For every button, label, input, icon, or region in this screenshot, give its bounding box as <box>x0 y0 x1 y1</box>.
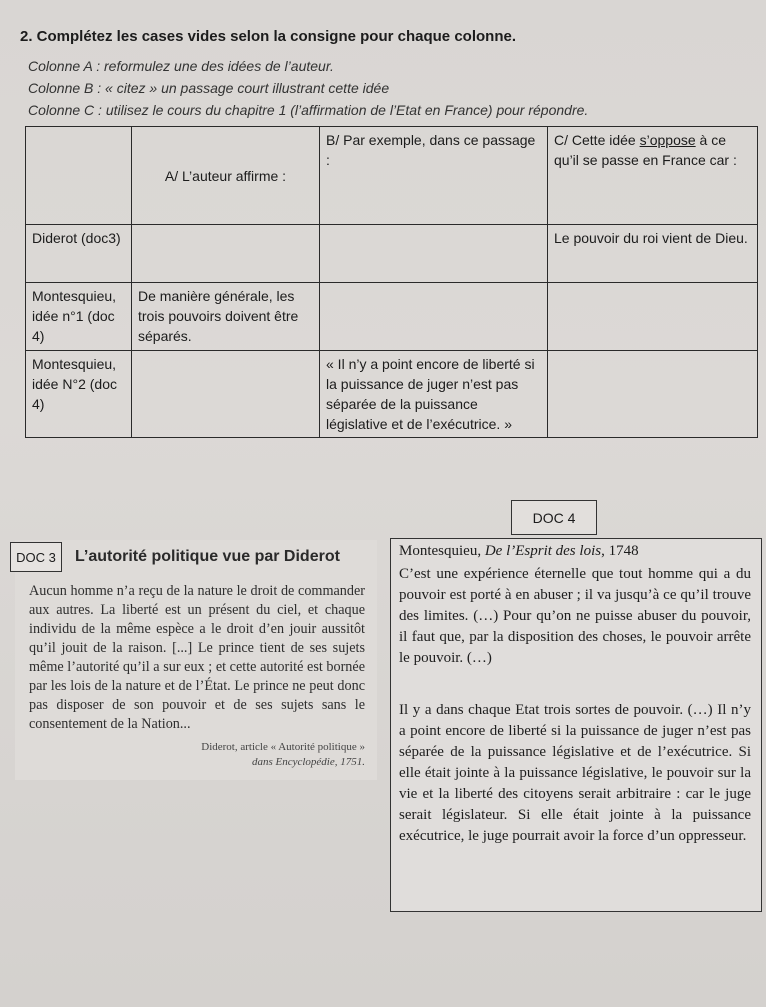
header-column-a: A/ L’auteur affirme : <box>132 127 320 225</box>
doc4-paragraph-2: Il y a dans chaque Etat trois sortes de pouvoir. (…) Il n’y a point encore de liberté si la puissance de juger n’est pas séparée de la puissance législative et de l’exécutrice. Si elle était jointe à la puissance législative, le pouvoir sur la vie et la liberté des citoyens serait arbitraire : car le juge serait législateur. Si elle était jointe à la puissance exécutrice, le juge pourrait avoir la force d’un oppresseur. <box>399 702 751 844</box>
cell-b-answer[interactable]: « Il n’y a point encore de liberté si la puissance de juger n’est pas séparée de la puissance législative et de l’exécutrice. » <box>320 351 548 438</box>
cell-b-answer[interactable] <box>320 225 548 283</box>
table-header-row <box>26 127 758 225</box>
row-source: Montesquieu, idée N°2 (doc 4) <box>26 351 132 438</box>
cell-c-answer[interactable]: Le pouvoir du roi vient de Dieu. <box>548 225 758 283</box>
doc4-paragraph-1: C’est une expérience éternelle que tout homme qui a du pouvoir est porté à en abuser ; il va jusqu’à ce qu’il trouve des limites. (…) Pour qu’on ne puisse abuser du pouvoir, il faut que, par la disposition des choses, le pouvoir arrête le pouvoir. (…) <box>399 566 751 666</box>
instruction-column-b: Colonne B : « citez » un passage court illustrant cette idée <box>28 80 390 96</box>
cell-a-answer[interactable]: De manière générale, les trois pouvoirs doivent être séparés. <box>132 283 320 351</box>
header-c-underlined: s’oppose <box>639 132 696 148</box>
table-row <box>26 225 758 283</box>
exercise-title: 2. Complétez les cases vides selon la consigne pour chaque colonne. <box>20 28 516 45</box>
answer-table <box>25 126 758 438</box>
doc4-author: Montesquieu, <box>399 543 485 559</box>
doc4-year: , 1748 <box>601 543 639 559</box>
doc4-heading <box>399 543 639 560</box>
instruction-column-c: Colonne C : utilisez le cours du chapitre 1 (l’affirmation de l’Etat en France) pour répondre. <box>28 102 589 118</box>
doc3-label: DOC 3 <box>10 542 62 572</box>
instruction-column-a: Colonne A : reformulez une des idées de l’auteur. <box>28 58 334 74</box>
doc3-citation-line2: dans Encyclopédie, 1751. <box>251 756 365 768</box>
cell-a-answer[interactable] <box>132 225 320 283</box>
header-c-suffix: à ce qu’il se passe en France car : <box>554 132 737 168</box>
cell-c-answer[interactable] <box>548 283 758 351</box>
table-row <box>26 283 758 351</box>
header-column-c <box>548 127 758 225</box>
doc3-title: L’autorité politique vue par Diderot <box>75 548 340 565</box>
cell-a-answer[interactable] <box>132 351 320 438</box>
doc3-citation <box>140 740 365 770</box>
header-empty-cell <box>26 127 132 225</box>
row-source: Diderot (doc3) <box>26 225 132 283</box>
header-c-prefix: C/ Cette idée <box>554 132 640 148</box>
doc3-citation-line1: Diderot, article « Autorité politique » <box>201 741 365 753</box>
cell-c-answer[interactable] <box>548 351 758 438</box>
table-row <box>26 351 758 438</box>
doc4-work: De l’Esprit des lois <box>484 543 602 559</box>
row-source: Montesquieu, idée n°1 (doc 4) <box>26 283 132 351</box>
cell-b-answer[interactable] <box>320 283 548 351</box>
doc4-label: DOC 4 <box>511 500 597 535</box>
header-column-b: B/ Par exemple, dans ce passage : <box>320 127 548 225</box>
doc3-text: Aucun homme n’a reçu de la nature le droit de commander aux autres. La liberté est un présent du ciel, et chaque individu de la même espèce a le droit d’en jouir aussitôt qu’il jouit de la raison. [...] Le prince tient de ses sujets même l’autorité qu’il a sur eux ; et cette autorité est bornée par les lois de la nature et de l’État. Le prince ne peut donc pas disposer de son pouvoir et de ses sujets sans le consentement de la Nation... <box>29 583 365 732</box>
